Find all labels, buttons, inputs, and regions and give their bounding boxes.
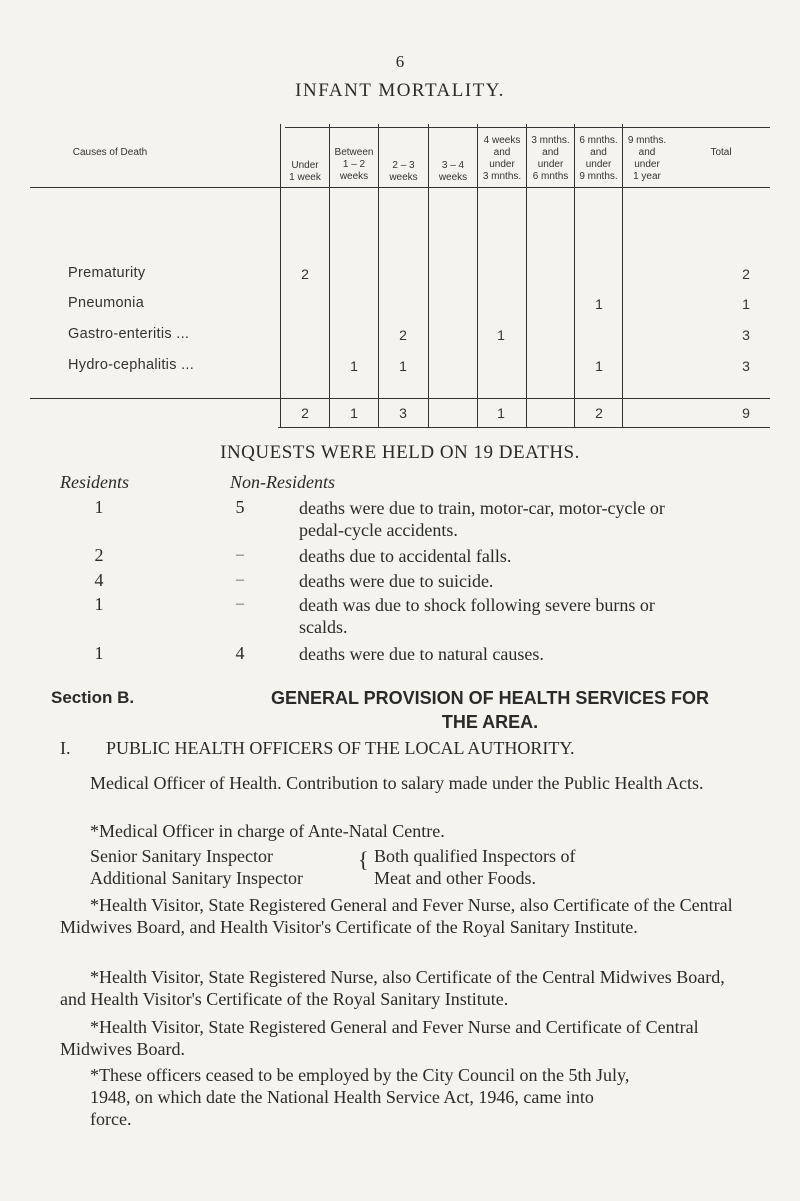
residents-count: 1 <box>94 497 104 517</box>
total-cell: 1 <box>497 405 505 421</box>
header-2-3-weeks: 2 – 3 weeks <box>389 160 418 183</box>
inquest-description: death was due to shock following severe burns or <box>299 595 655 615</box>
paragraph-health-visitor-2: *Health Visitor, State Registered Nurse, also Certificate of the Central Midwives Board, and Health Visitor's Certificate of the Royal Sanitary Institute. <box>60 967 725 1009</box>
table-bottom-rule <box>278 427 770 428</box>
residents-count: 1 <box>94 594 104 614</box>
header-3-6-months: 3 mnths. and under 6 mnths <box>531 135 570 182</box>
paragraph-ante-natal: *Medical Officer in charge of Ante-Natal Centre. <box>90 821 445 841</box>
section-label: Section B. <box>51 688 135 707</box>
table-cell: 1 <box>595 296 603 312</box>
section-title: GENERAL PROVISION OF HEALTH SERVICES FOR THE AREA. <box>270 688 710 732</box>
inspector-qualification: Both qualified Inspectors of <box>374 846 576 866</box>
total-cell: 1 <box>350 405 358 421</box>
table-cell: 1 <box>399 358 407 374</box>
paragraph-medical-officer: Medical Officer of Health. Contribution to salary made under the Public Health Acts. <box>90 773 704 793</box>
header-between-1-2-weeks: Between 1 – 2 weeks <box>334 147 374 182</box>
residents-column-heading: Residents <box>60 472 129 492</box>
table-header-rule <box>30 187 770 188</box>
footnote: *These officers ceased to be employed by the City Council on the 5th July, 1948, on which date the National Health Service Act, 1946, came into force. <box>90 1065 630 1129</box>
inquest-description: deaths were due to suicide. <box>299 571 494 591</box>
officers-heading: I. PUBLIC HEALTH OFFICERS OF THE LOCAL AUTHORITY. <box>60 738 575 758</box>
non-residents-count: 4 <box>235 643 245 663</box>
table-cell: 1 <box>350 358 358 374</box>
residents-count: 2 <box>94 545 104 565</box>
grand-total-cell: 9 <box>742 405 750 421</box>
table-cell: 2 <box>301 266 309 282</box>
paragraph-health-visitor-1: *Health Visitor, State Registered General and Fever Nurse, also Certificate of the Central Midwives Board, and Health Visitor's Certificate of the Royal Sanitary Institute. <box>60 895 733 937</box>
table-total-rule <box>30 398 770 399</box>
residents-count: 1 <box>94 643 104 663</box>
header-under-week: Under 1 week <box>289 160 321 183</box>
table-cell-total: 2 <box>742 266 750 282</box>
table-cell-total: 3 <box>742 358 750 374</box>
inquest-description: scalds. <box>299 617 348 637</box>
header-4-weeks-3-months: 4 weeks and under 3 mnths. <box>482 135 522 182</box>
non-residents-column-heading: Non-Residents <box>230 472 335 492</box>
non-residents-count: – <box>236 595 244 612</box>
inquest-description: deaths were due to train, motor-car, motor-cycle or <box>299 498 665 518</box>
cause-label: Pneumonia <box>68 295 145 311</box>
non-residents-count: – <box>236 546 244 563</box>
table-cell: 1 <box>595 358 603 374</box>
brace-icon: { <box>358 847 369 872</box>
cause-label: Hydro-cephalitis ... <box>68 357 195 373</box>
total-cell: 2 <box>595 405 603 421</box>
table-top-rule <box>285 127 770 128</box>
page-number: 6 <box>395 52 405 71</box>
total-cell: 3 <box>399 405 407 421</box>
non-residents-count: 5 <box>235 497 245 517</box>
cause-label: Gastro-enteritis ... <box>68 326 190 342</box>
header-9-12-months: 9 mnths. and under 1 year <box>627 135 667 182</box>
table-cell: 2 <box>399 327 407 343</box>
inquest-description: deaths were due to natural causes. <box>299 644 544 664</box>
additional-sanitary-inspector: Additional Sanitary Inspector <box>90 868 303 888</box>
inspector-qualification: Meat and other Foods. <box>374 868 536 888</box>
header-causes: Causes of Death <box>72 147 148 158</box>
non-residents-count: – <box>236 571 244 588</box>
senior-sanitary-inspector: Senior Sanitary Inspector <box>90 846 273 866</box>
header-6-9-months: 6 mnths. and under 9 mnths. <box>579 135 618 182</box>
residents-count: 4 <box>94 570 104 590</box>
inquests-heading: INQUESTS WERE HELD ON 19 DEATHS. <box>220 442 580 463</box>
total-cell: 2 <box>301 405 309 421</box>
table-cell-total: 1 <box>742 296 750 312</box>
header-3-4-weeks: 3 – 4 weeks <box>438 160 468 183</box>
header-total: Total <box>710 147 732 158</box>
table-cell: 1 <box>497 327 505 343</box>
table-cell-total: 3 <box>742 327 750 343</box>
inquest-description: deaths due to accidental falls. <box>299 546 512 566</box>
paragraph-health-visitor-3: *Health Visitor, State Registered General and Fever Nurse and Certificate of Central Midwives Board. <box>60 1017 699 1059</box>
inquest-description: pedal-cycle accidents. <box>299 520 458 540</box>
cause-label: Prematurity <box>68 265 146 281</box>
page-title: INFANT MORTALITY. <box>295 80 505 101</box>
